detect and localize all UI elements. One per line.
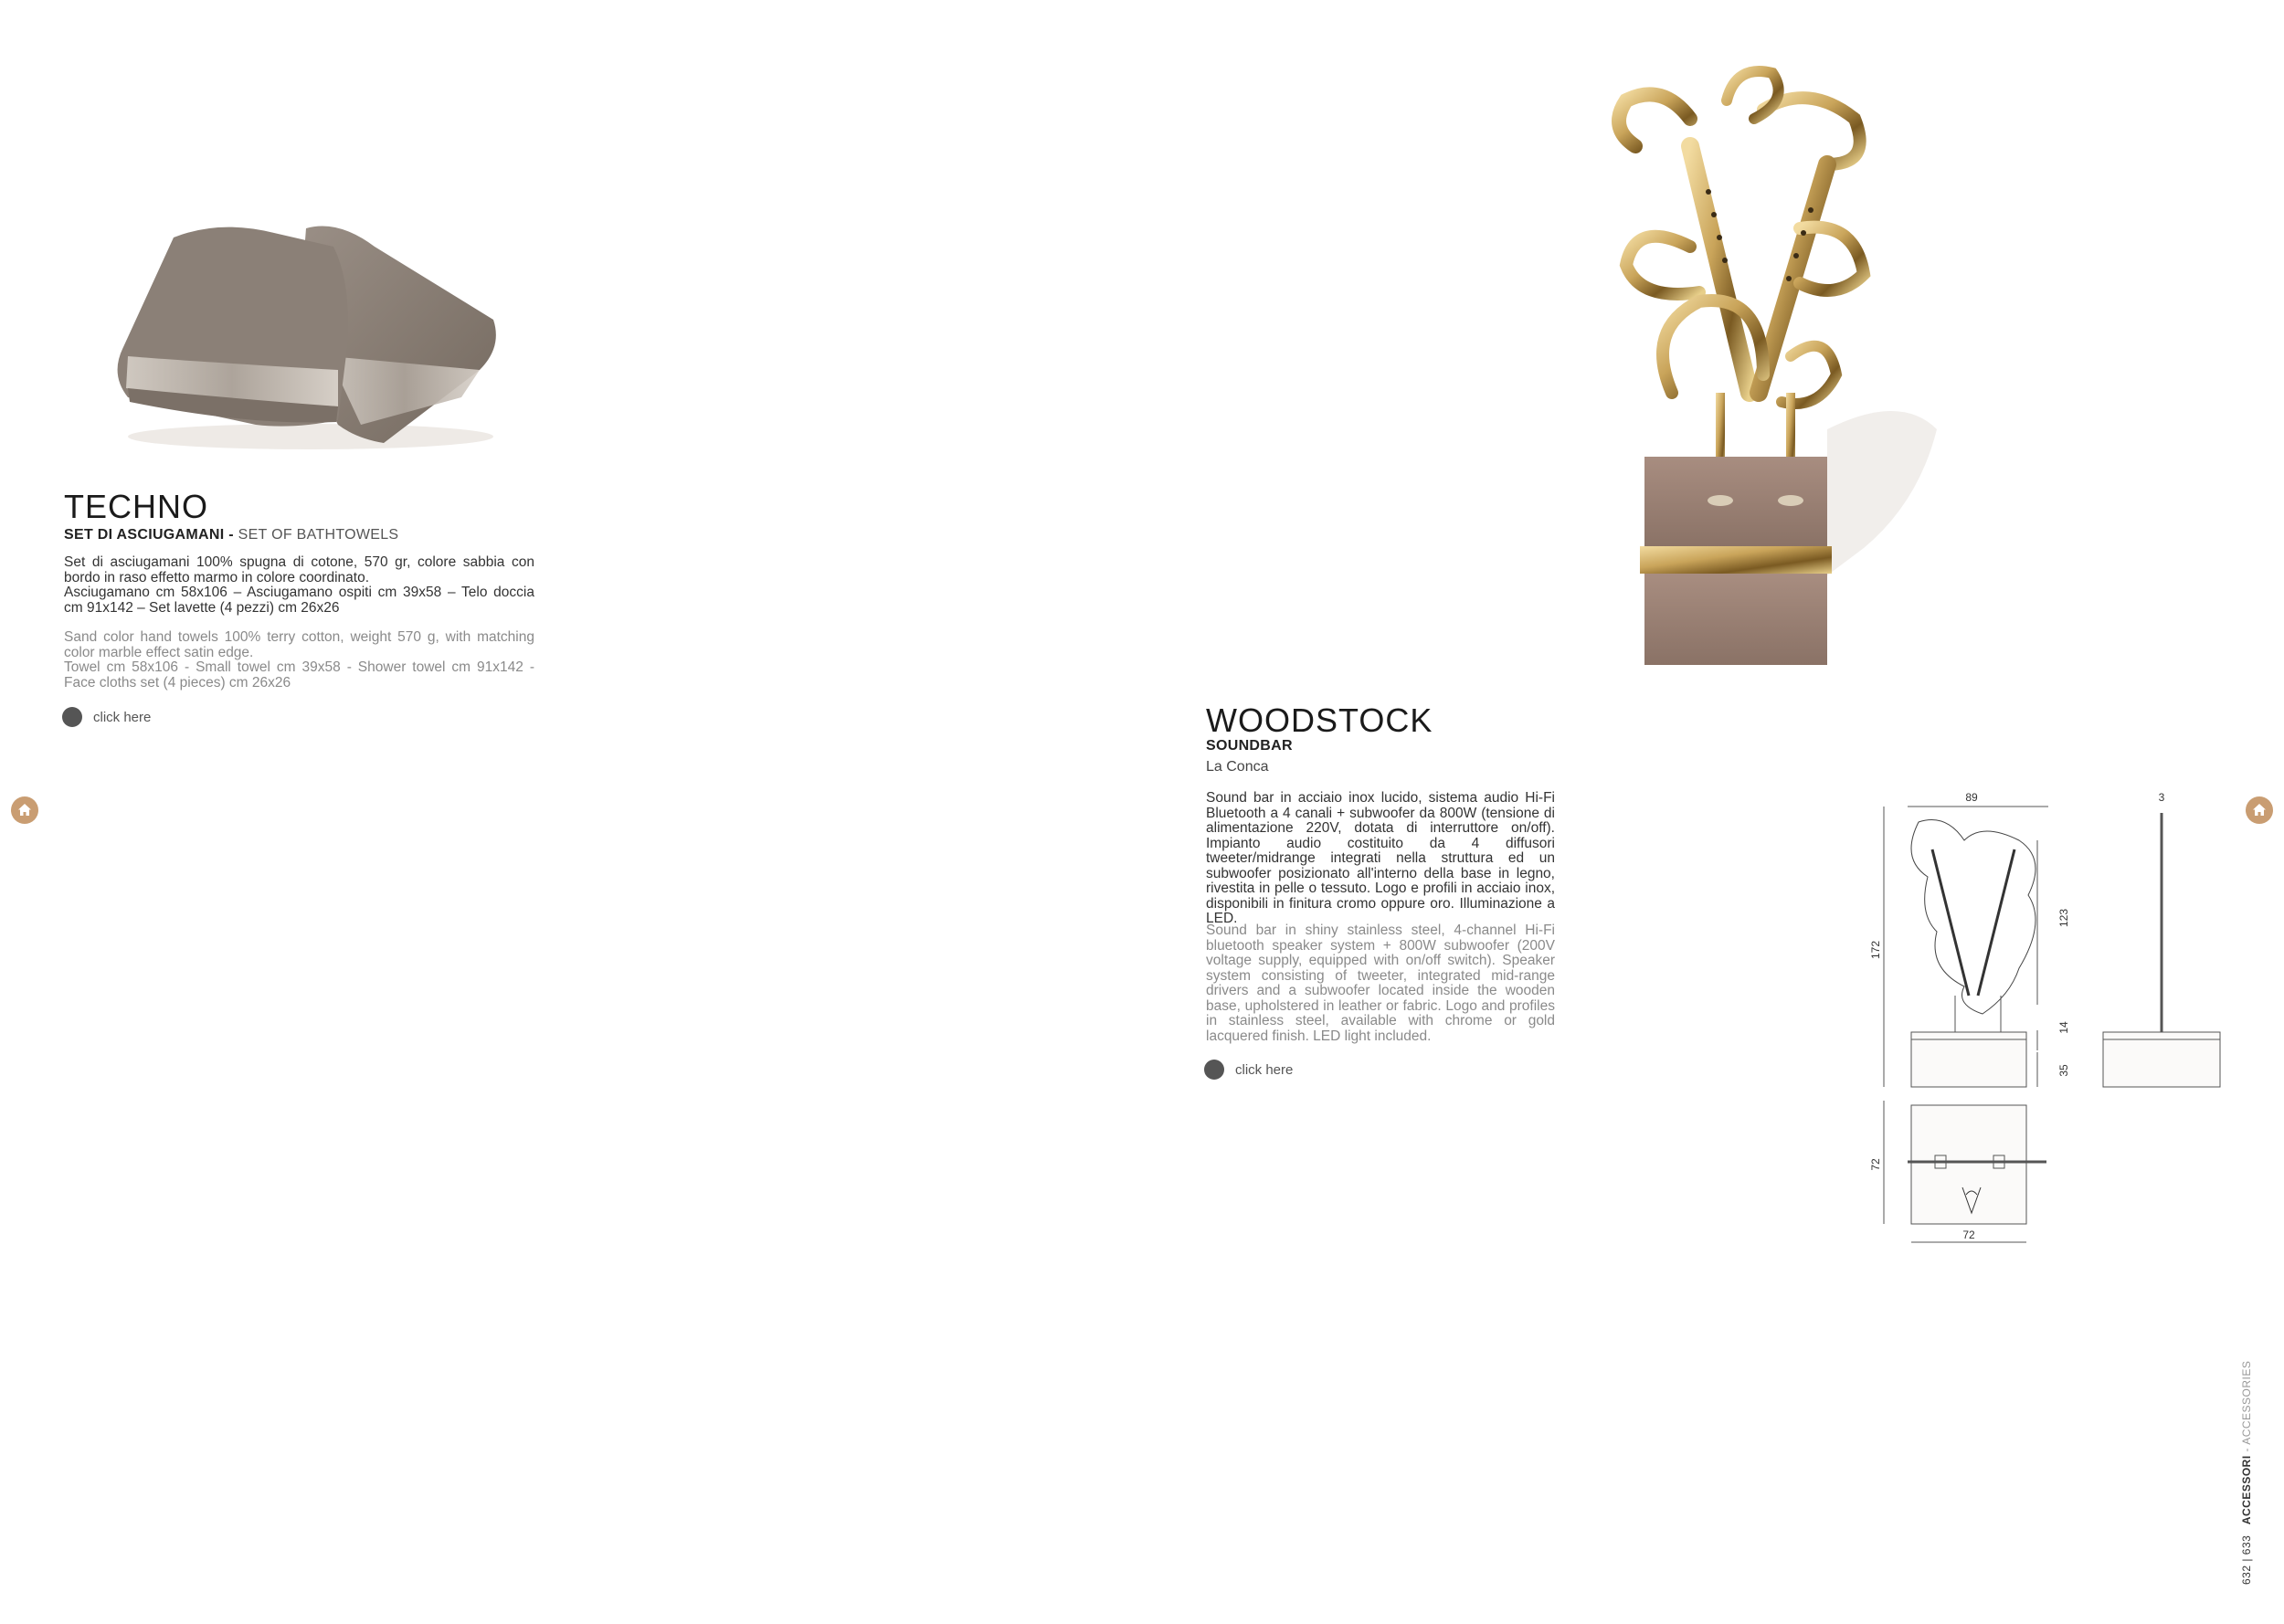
techno-title: TECHNO bbox=[64, 488, 208, 525]
techno-description-en: Sand color hand towels 100% terry cotton, weight 570 g, with matching color marble effect satin edge. Towel cm 58x106 - Small towel cm 39x58 - Shower towel cm 91x142 - Face cloths set (4 pieces) cm 26x26 bbox=[64, 629, 534, 691]
woodstock-description-it: Sound bar in acciaio inox lucido, sistema audio Hi-Fi Bluetooth a 4 canali + subwoofer da 800W (tensione di alimentazione 220V, dotata di interruttore on/off). Impianto audio costituito da 4 diffusori tweeter/midrange integrati nella struttura ed un subwoofer posizionato all'interno della base in legno, rivestita in pelle o tessuto. Logo e profili in acciaio inox, disponibili in finitura cromo oppure oro. Illuminazione a LED. bbox=[1206, 790, 1555, 926]
techno-towels-image bbox=[110, 210, 512, 457]
woodstock-description-en: Sound bar in shiny stainless steel, 4-channel Hi-Fi bluetooth speaker system + 800W subwoofer (200V voltage supply, equipped with on/off switch). Speaker system consisting of tweeter, integrated mid-range drivers and a subwoofer located inside the wooden base, upholstered in leather or fabric. Logo and profiles in stainless steel, available with chrome or gold lacquered finish. LED light included. bbox=[1206, 923, 1555, 1044]
techno-subtitle-it: SET DI ASCIUGAMANI - bbox=[64, 527, 238, 543]
dim-width-front: 89 bbox=[1965, 791, 1978, 804]
page-numbers: 632 | 633 bbox=[2240, 1534, 2253, 1585]
home-icon bbox=[16, 802, 33, 818]
section-name-it: ACCESSORI bbox=[2240, 1455, 2253, 1525]
dim-rod-height: 14 bbox=[2057, 1021, 2070, 1034]
link-dot-icon bbox=[1204, 1060, 1224, 1080]
dim-base-height: 35 bbox=[2057, 1064, 2070, 1077]
dim-depth-side: 3 bbox=[2158, 791, 2165, 804]
home-icon bbox=[2251, 802, 2268, 818]
techno-link-label: click here bbox=[93, 709, 152, 725]
techno-subtitle-en: SET OF BATHTOWELS bbox=[238, 527, 399, 543]
home-button-right[interactable] bbox=[2246, 796, 2273, 824]
home-button-left[interactable] bbox=[11, 796, 38, 824]
woodstock-subtitle: SOUNDBAR bbox=[1206, 738, 1293, 754]
dim-total-height: 172 bbox=[1869, 940, 1882, 960]
techno-click-here-link[interactable] bbox=[62, 707, 151, 727]
section-name-en: - ACCESSORIES bbox=[2240, 1360, 2253, 1456]
woodstock-title: WOODSTOCK bbox=[1206, 701, 1433, 739]
woodstock-technical-drawing bbox=[1864, 786, 2229, 1251]
link-dot-icon bbox=[62, 707, 82, 727]
woodstock-soundbar-image bbox=[1553, 64, 1955, 676]
dim-sculpture-height: 123 bbox=[2057, 908, 2070, 928]
woodstock-link-label: click here bbox=[1235, 1061, 1294, 1078]
woodstock-click-here-link[interactable] bbox=[1204, 1060, 1293, 1080]
section-side-label bbox=[2240, 1361, 2253, 1585]
woodstock-brand: La Conca bbox=[1206, 759, 1269, 775]
dim-top-depth: 72 bbox=[1869, 1158, 1882, 1171]
techno-description-it: Set di asciugamani 100% spugna di cotone, 570 gr, colore sabbia con bordo in raso effetto marmo in colore coordinato. Asciugamano cm 58x106 – Asciugamano ospiti cm 39x58 – Telo doccia cm 91x142 – Set lavette (4 pezzi) cm 26x26 bbox=[64, 554, 534, 616]
dim-top-width: 72 bbox=[1962, 1229, 1975, 1241]
techno-subtitle bbox=[64, 527, 398, 543]
